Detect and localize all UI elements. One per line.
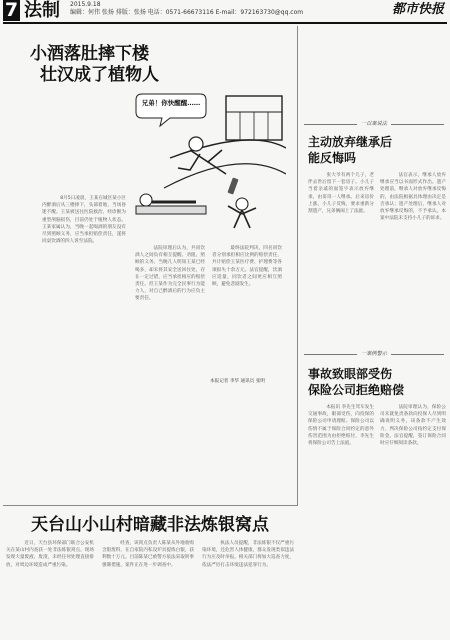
right-bottom-col-1 xyxy=(308,404,374,632)
lead-headline xyxy=(30,44,230,86)
right-top-headline xyxy=(308,134,392,166)
right-top-tagbar xyxy=(304,120,444,128)
speech-bubble-text: 兄弟！你快醒醒…… xyxy=(141,99,201,107)
bottom-col-1 xyxy=(6,540,94,636)
right-top-col-1 xyxy=(308,172,374,330)
bottom-col-2 xyxy=(102,540,194,636)
right-bottom-headline-line2: 保险公司拒绝赔偿 xyxy=(308,383,405,397)
cartoon-illustration xyxy=(130,88,286,235)
lead-col-3 xyxy=(212,245,282,375)
section-divider xyxy=(3,505,297,506)
section-title: 法制 xyxy=(24,0,60,21)
right-top-col-1-text: 张大爷有两个儿子，老伴去世后留下一套房子。小儿子当着亲戚的面签字表示放弃继承，由哥哥一人继承。后来房价上涨，小儿子反悔，要求重新分割遗产，兄弟俩闹上了法庭。 xyxy=(308,173,374,215)
lead-col-1-text: 8月5日凌晨，王某在城区某小区内醉酒后从三楼摔下，头部着地，当场昏迷不醒。王某被送往医院救治，经诊断为重型颅脑损伤，目前仍处于植物人状态。王某家属认为，当晚一起喝酒的朋友没有尽到照顾义务，应当承担赔偿责任，遂将同桌饮酒的四人诉至法院。 xyxy=(42,196,126,245)
right-bottom-col-2 xyxy=(380,404,446,632)
right-top-col-2-text: 法官表示，继承人放弃继承应当以书面形式作出。遗产处理前，继承人对放弃继承反悔的，由法院根据具体理由决定是否承认；遗产处理后，继承人对放弃继承反悔的，不予承认。本案中法院未支持小儿子的诉求。 xyxy=(380,173,446,222)
bottom-col-2-text: 经查，该窝点负责人陈某从外地收购含银废料，在自家院内私设炉具提炼白银，获利数十万元。目前陈某已被警方依法采取刑事强制措施，案件正在进一步调查中。 xyxy=(102,541,194,568)
editor-line: 编辑：何伟 张扬 排版：张扬 电话：0571-66673116 E-mail：972163730@qq.com xyxy=(70,9,304,16)
right-top-col-2 xyxy=(380,172,446,330)
right-bottom-headline xyxy=(308,366,404,398)
column-divider xyxy=(297,26,298,506)
right-bottom-tag: 一案例警示 xyxy=(357,350,391,358)
right-top-headline-line2: 能反悔吗 xyxy=(308,151,357,165)
right-top-headline-line1: 主动放弃继承后 xyxy=(308,135,393,149)
lead-col-3-text: 最终法院判决，四名同饮者分别承担相应比例的赔偿责任，共计赔偿王某医疗费、护理费等各项损失十余万元。法官提醒，饮酒应适量，同饮者之间更应相互照顾，避免悲剧发生。 xyxy=(212,246,282,288)
right-bottom-tagbar xyxy=(304,350,444,358)
bottom-col-3-text: 执法人员提醒，非法炼银不仅严重污染环境，还危害人体健康，群众发现类似违法行为应及时举报。相关部门将加大巡查力度，依法严厉打击环境违法犯罪行为。 xyxy=(202,541,294,568)
page-header xyxy=(0,0,450,22)
right-bottom-col-2-text: 法院审理认为，保险公司未就免责条款向投保人尽到明确说明义务，该条款不产生效力，判决保险公司按约定支付保险金。法官提醒，签订保险合同时应仔细阅读条款。 xyxy=(380,405,446,447)
right-bottom-headline-line1: 事故致眼部受伤 xyxy=(308,367,393,381)
page-number: 7 xyxy=(4,0,19,21)
header-rule xyxy=(3,22,447,24)
bottom-headline: 天台山小山村暗藏非法炼银窝点 xyxy=(31,515,269,535)
bottom-col-1-text: 近日，天台县环保部门联合公安机关在某山村内查获一处非法炼银窝点。现场发现大量废液、废渣，未经任何处理直接排放，对周边环境造成严重污染。 xyxy=(6,541,94,568)
cartoon-svg xyxy=(130,88,286,235)
lead-col-1 xyxy=(42,195,126,345)
lead-headline-line2: 壮汉成了植物人 xyxy=(40,65,159,85)
lead-byline: 本报记者 李华 通讯员 张明 xyxy=(210,379,265,384)
lead-col-2 xyxy=(135,245,205,385)
bottom-col-3 xyxy=(202,540,294,636)
header-meta xyxy=(70,1,303,17)
issue-date: 2015.9.18 xyxy=(70,1,101,8)
right-bottom-col-1-text: 本报讯 李先生驾车发生交通事故，眼部受伤，向投保的保险公司申请理赔。保险公司以伤情不属于保险合同约定的意外伤害范围为由拒绝赔付，李先生将保险公司告上法庭。 xyxy=(308,405,374,447)
lead-col-2-text: 法院审理后认为，共同饮酒人之间负有相互提醒、劝阻、照顾的义务。当晚几人明知王某已经喝多，却未将其安全送回住处，存在一定过错，应当承担相应的赔偿责任。但王某作为完全民事行为能力人，对自己醉酒后的行为应负主要责任。 xyxy=(135,246,205,302)
right-top-tag: 一以案说法 xyxy=(357,120,391,128)
lead-headline-line1: 小酒落肚摔下楼 xyxy=(30,44,149,64)
newspaper-logo: 都市快报 xyxy=(391,2,444,17)
